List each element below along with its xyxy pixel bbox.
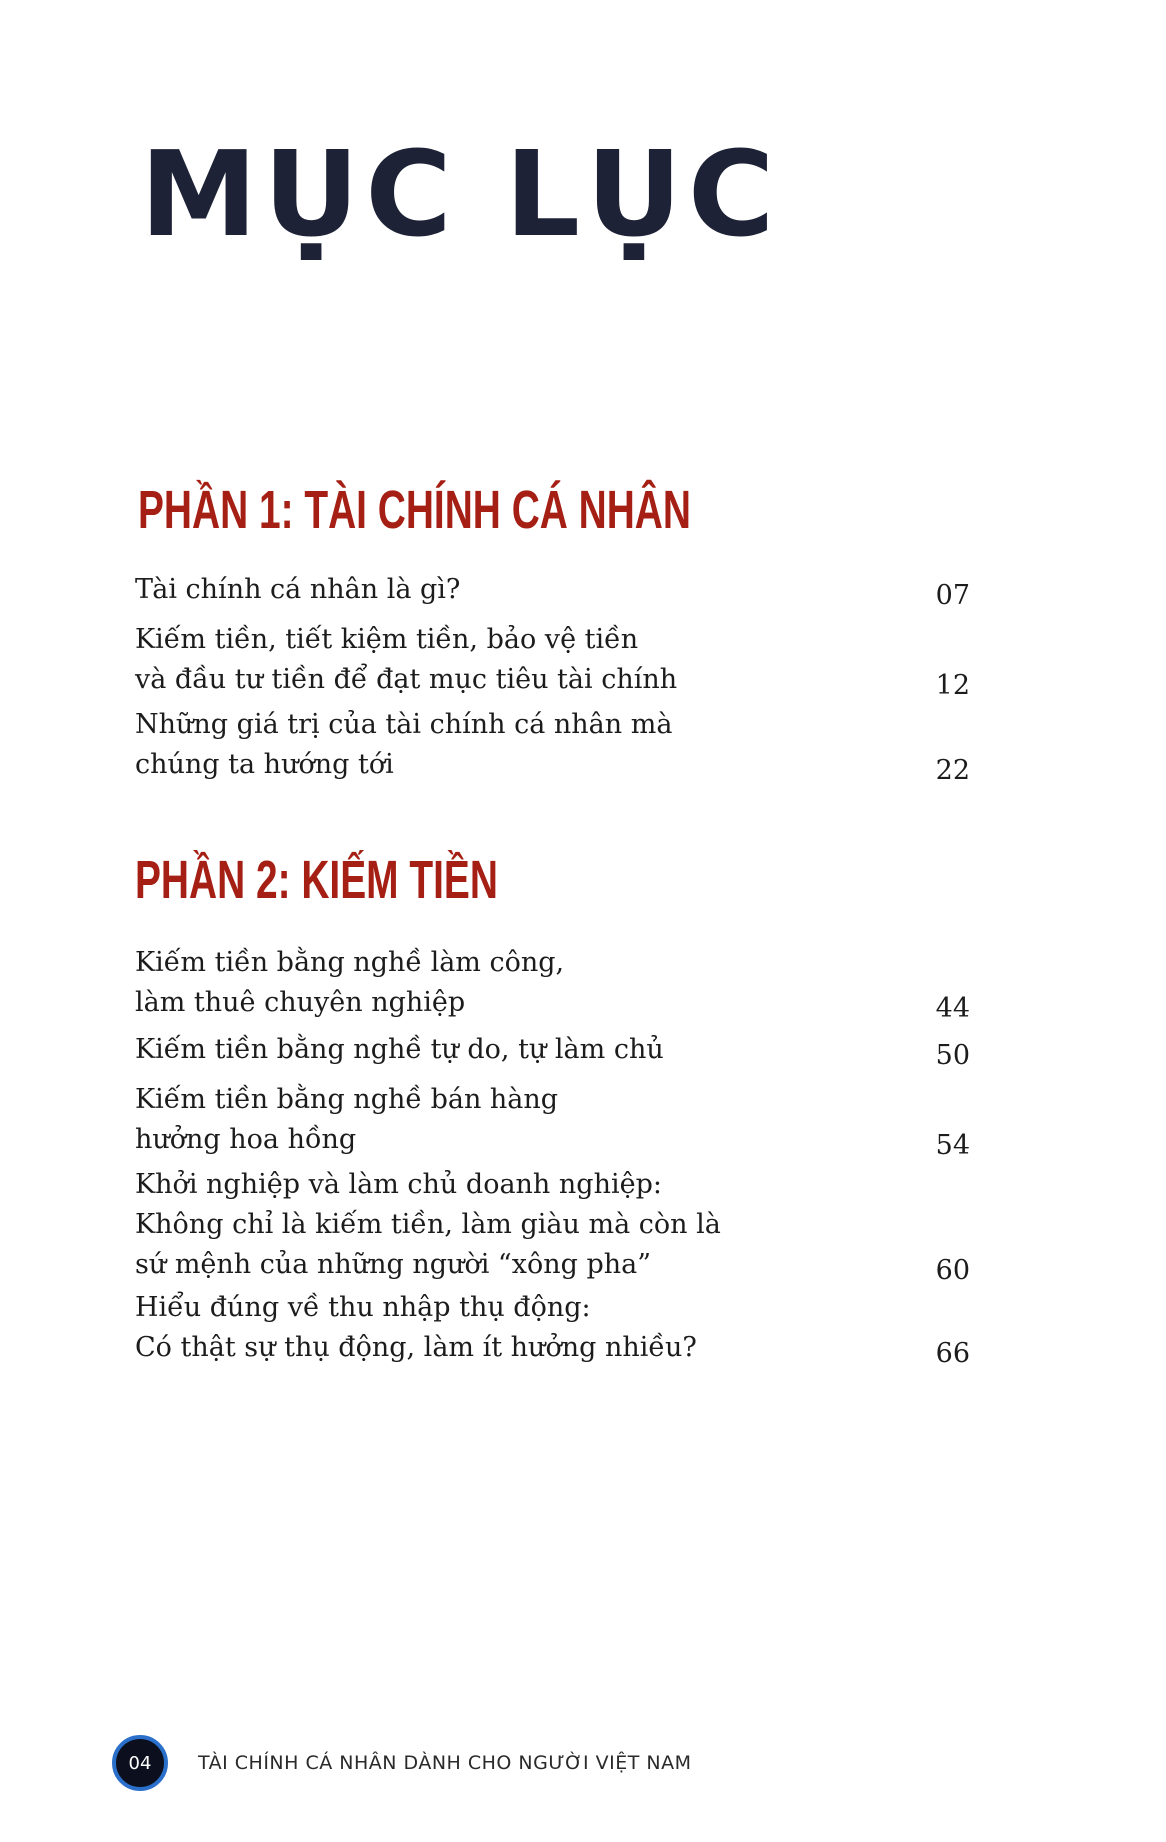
toc-entry-title (135, 943, 795, 1023)
part-1-heading: PHẦN 1: TÀI CHÍNH CÁ NHÂN (138, 480, 691, 540)
toc-entry-page-number: 22 (935, 755, 970, 786)
toc-entry-title (135, 1080, 795, 1160)
toc-entry-title (135, 705, 795, 785)
toc-entry-entrepreneurship[interactable] (135, 1165, 970, 1285)
toc-entry-values-of-personal-finance[interactable] (135, 705, 970, 785)
toc-entry-commission-sales[interactable] (135, 1080, 970, 1160)
toc-entry-line: chúng ta hướng tới (135, 749, 394, 780)
page-footer (112, 1735, 692, 1791)
toc-entry-page-number: 12 (935, 670, 970, 701)
toc-entry-title (135, 620, 795, 700)
toc-entry-what-is-personal-finance[interactable] (135, 570, 970, 610)
toc-entry-earn-save-protect-invest[interactable] (135, 620, 970, 700)
toc-entry-line: Không chỉ là kiếm tiền, làm giàu mà còn là (135, 1209, 721, 1240)
toc-entry-page-number: 60 (935, 1255, 970, 1286)
page-number: 04 (128, 1752, 152, 1774)
toc-entry-line: Tài chính cá nhân là gì? (135, 574, 461, 605)
toc-entry-line: Những giá trị của tài chính cá nhân mà (135, 709, 673, 740)
toc-entry-page-number: 07 (935, 580, 970, 611)
page-number-badge (112, 1735, 168, 1791)
toc-entry-page-number: 44 (935, 993, 970, 1024)
toc-entry-title (135, 1288, 795, 1368)
toc-entry-line: hưởng hoa hồng (135, 1124, 357, 1155)
book-title-footer: TÀI CHÍNH CÁ NHÂN DÀNH CHO NGƯỜI VIỆT NAM (198, 1752, 692, 1774)
toc-entry-salaried-work[interactable] (135, 943, 970, 1023)
toc-entry-line: Kiếm tiền, tiết kiệm tiền, bảo vệ tiền (135, 624, 639, 655)
page-title: MỤC LỤC (140, 125, 781, 263)
toc-entry-line: và đầu tư tiền để đạt mục tiêu tài chính (135, 664, 678, 695)
toc-entry-title (135, 1165, 795, 1285)
toc-entry-title (135, 570, 795, 610)
toc-entry-line: Kiếm tiền bằng nghề tự do, tự làm chủ (135, 1034, 664, 1065)
toc-entry-line: Khởi nghiệp và làm chủ doanh nghiệp: (135, 1169, 662, 1200)
toc-entry-line: làm thuê chuyên nghiệp (135, 987, 466, 1018)
toc-entry-passive-income[interactable] (135, 1288, 970, 1368)
toc-entry-line: sứ mệnh của những người “xông pha” (135, 1249, 652, 1280)
toc-entry-page-number: 54 (935, 1130, 970, 1161)
toc-entry-line: Hiểu đúng về thu nhập thụ động: (135, 1292, 591, 1323)
toc-entry-line: Kiếm tiền bằng nghề làm công, (135, 947, 565, 978)
toc-entry-line: Có thật sự thụ động, làm ít hưởng nhiều? (135, 1332, 697, 1363)
toc-entry-title (135, 1030, 795, 1070)
toc-entry-line: Kiếm tiền bằng nghề bán hàng (135, 1084, 559, 1115)
part-2-heading: PHẦN 2: KIẾM TIỀN (135, 850, 498, 910)
toc-entry-page-number: 66 (935, 1338, 970, 1369)
toc-entry-page-number: 50 (935, 1040, 970, 1071)
toc-entry-freelance-work[interactable] (135, 1030, 970, 1070)
